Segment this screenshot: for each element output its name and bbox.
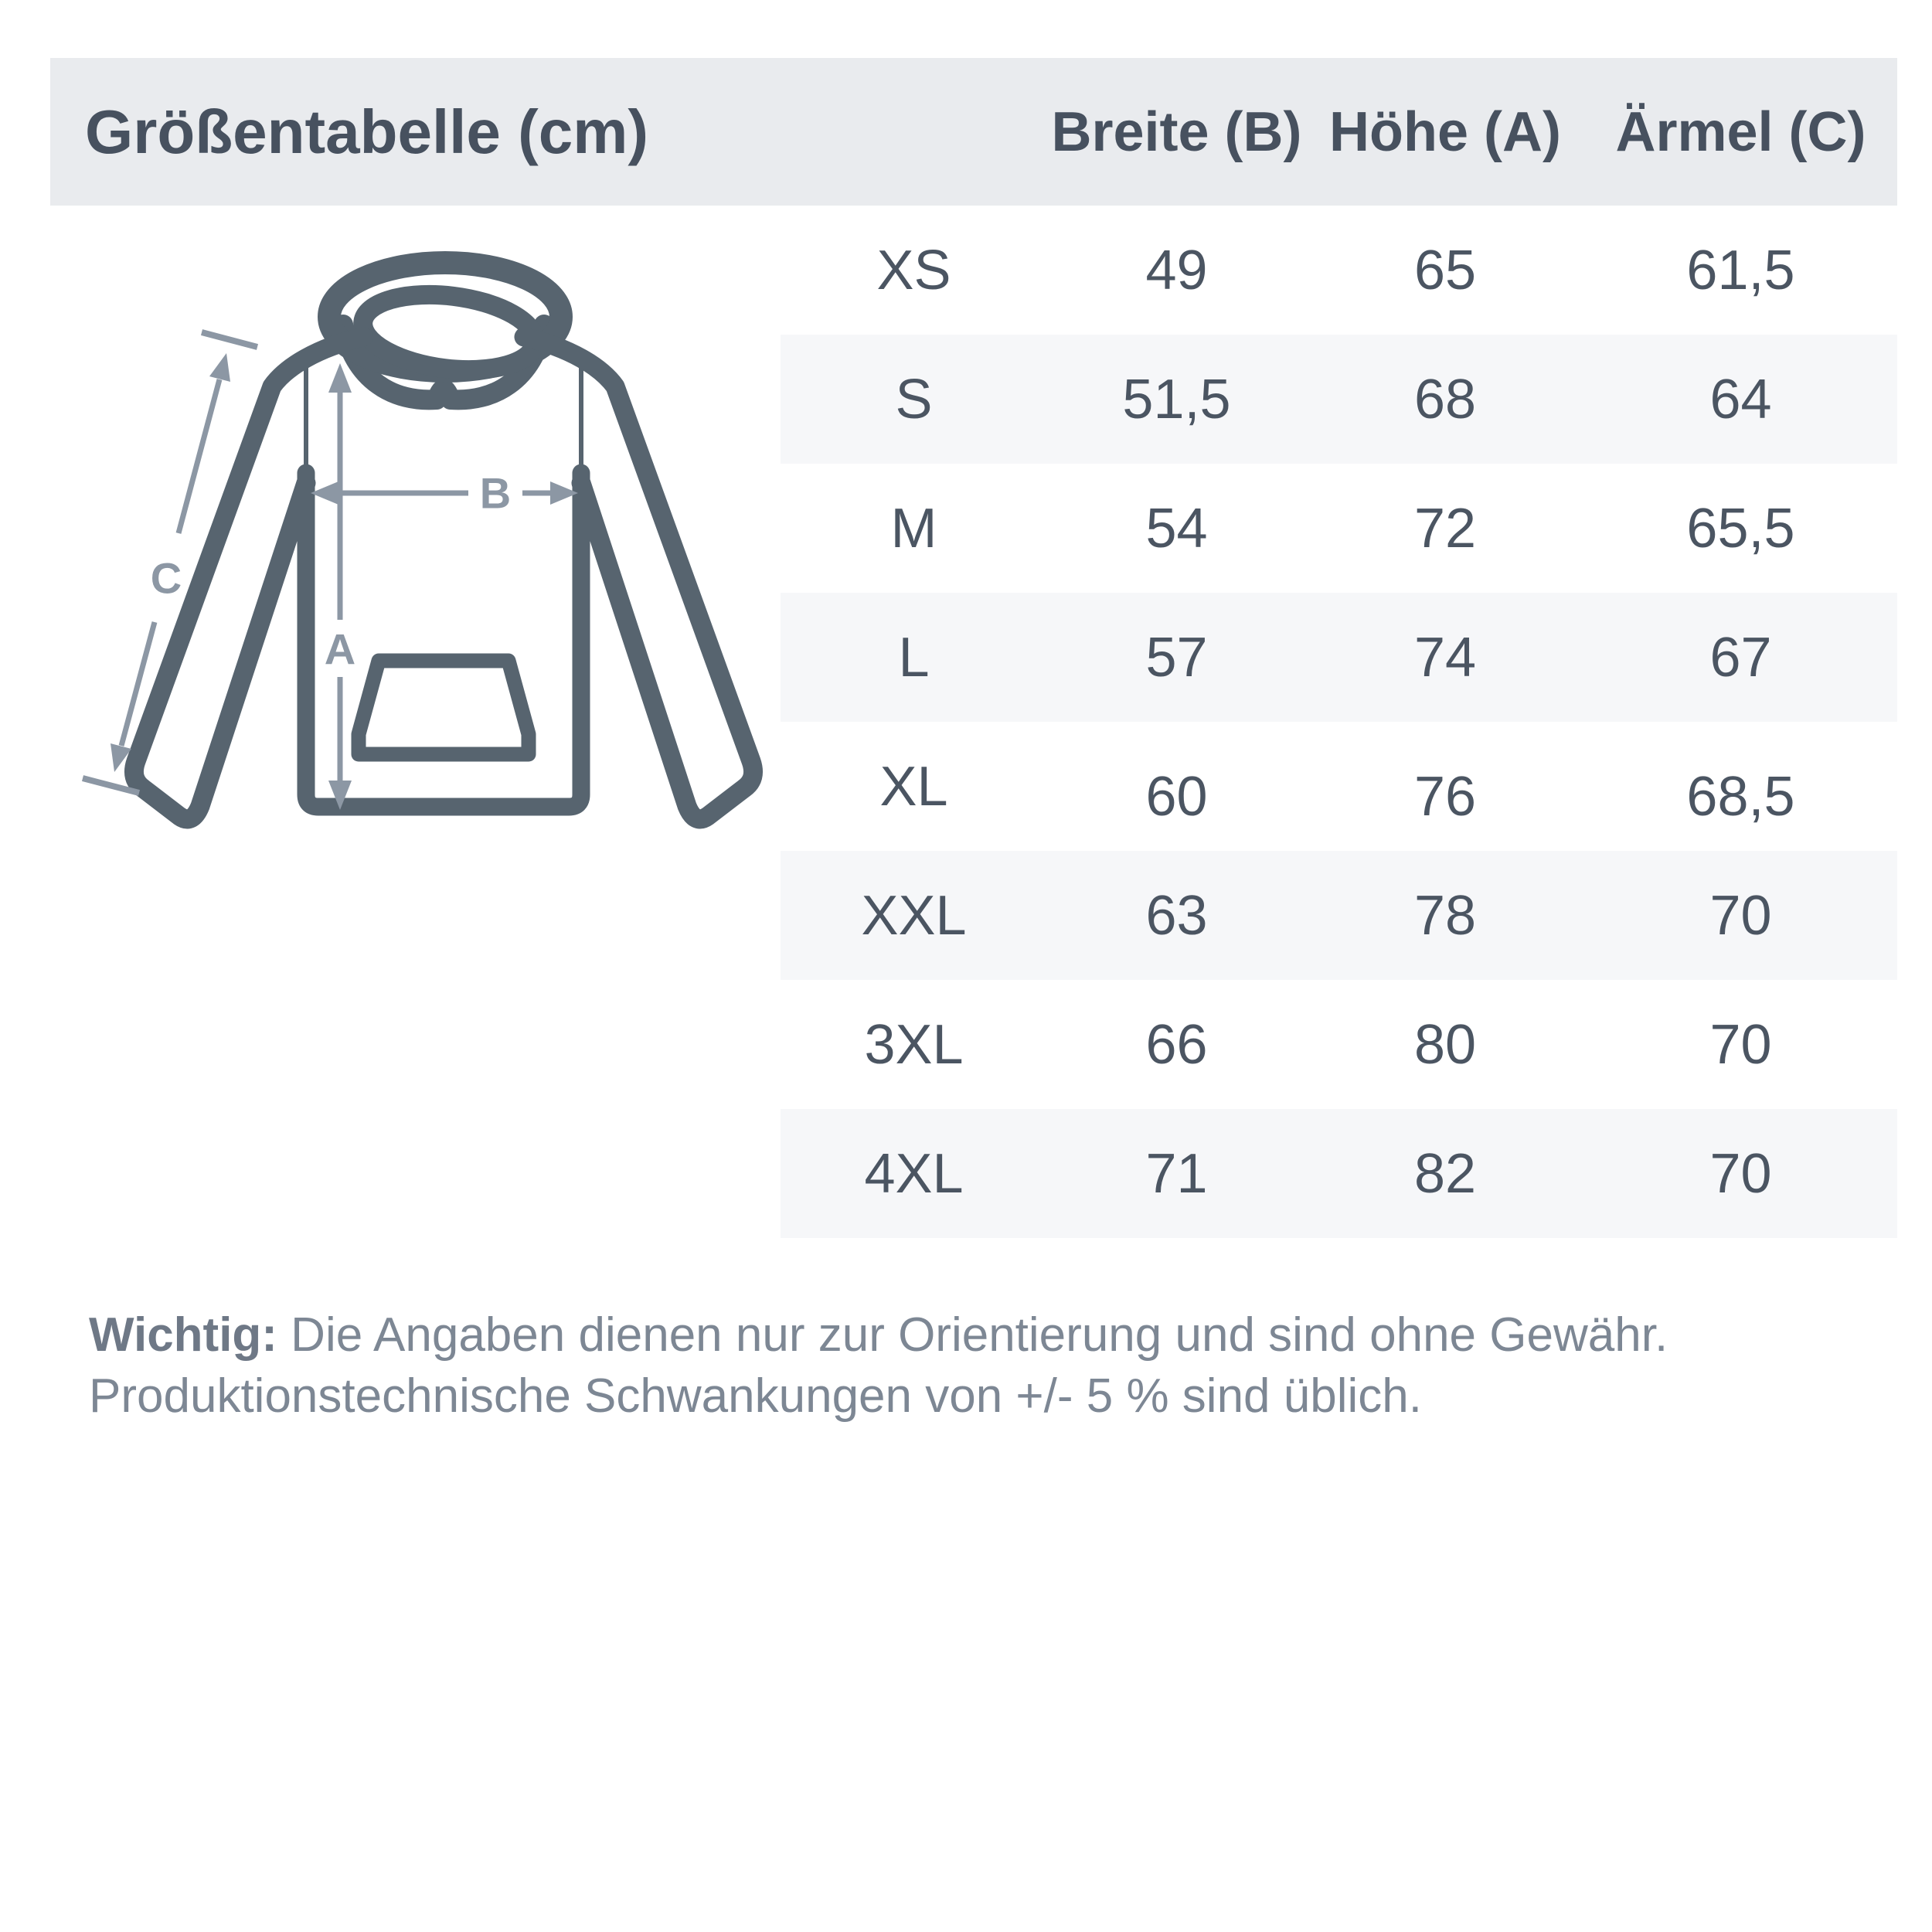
measure-label-c: C [150, 553, 182, 603]
cell-hoehe: 80 [1413, 1013, 1477, 1076]
cell-hoehe: 76 [1413, 765, 1477, 828]
cell-size: XXL [861, 884, 967, 947]
measure-label-a: A [324, 624, 356, 674]
table-row [781, 335, 1897, 464]
table-row [781, 980, 1897, 1109]
table-row [781, 206, 1897, 335]
cell-size: S [895, 368, 933, 430]
cell-aermel: 68,5 [1686, 765, 1795, 828]
cell-size: XS [876, 239, 951, 301]
cell-aermel: 70 [1709, 1013, 1772, 1076]
table-header [50, 58, 1897, 206]
disclaimer-line-1 [89, 1304, 1882, 1366]
cell-size: M [890, 497, 937, 560]
cell-hoehe: 65 [1413, 239, 1477, 301]
cell-size: XL [879, 755, 948, 818]
cell-breite: 63 [1145, 884, 1208, 947]
column-header-hoehe: Höhe (A) [1329, 100, 1561, 163]
cell-hoehe: 74 [1413, 626, 1477, 689]
cell-breite: 54 [1145, 497, 1208, 560]
table-row [781, 851, 1897, 980]
disclaimer-note [89, 1304, 1882, 1427]
column-header-spacer [781, 58, 1047, 206]
disclaimer-text-1: Die Angaben dienen nur zur Orientierung und sind ohne Gewähr. [277, 1308, 1668, 1362]
table-row [781, 464, 1897, 593]
measure-label-b: B [479, 468, 512, 518]
arrowhead-c-up [209, 353, 230, 382]
cell-aermel: 61,5 [1686, 239, 1795, 301]
page-title: Größentabelle (cm) [85, 97, 649, 166]
cell-breite: 71 [1145, 1142, 1208, 1205]
cell-breite: 60 [1145, 765, 1208, 828]
disclaimer-bold-label: Wichtig: [89, 1308, 277, 1362]
size-table-body [781, 206, 1897, 1238]
table-row [781, 722, 1897, 851]
cell-aermel: 70 [1709, 884, 1772, 947]
table-row [781, 593, 1897, 722]
cell-hoehe: 68 [1413, 368, 1477, 430]
cell-breite: 66 [1145, 1013, 1208, 1076]
cell-hoehe: 82 [1413, 1142, 1477, 1205]
cell-size: 3XL [864, 1013, 964, 1076]
cell-aermel: 64 [1709, 368, 1772, 430]
kangaroo-pocket [359, 661, 529, 754]
hoodie-measurement-diagram [62, 224, 804, 889]
cell-hoehe: 78 [1413, 884, 1477, 947]
disclaimer-line-2: Produktionstechnische Schwankungen von +/- 5 % sind üblich. [89, 1369, 1422, 1423]
cell-aermel: 65,5 [1686, 497, 1795, 560]
table-row [781, 1109, 1897, 1238]
column-header-breite: Breite (B) [1051, 100, 1302, 163]
column-header-aermel: Ärmel (C) [1615, 100, 1866, 163]
cell-hoehe: 72 [1413, 497, 1477, 560]
column-headers [781, 58, 1897, 206]
cell-size: L [898, 626, 930, 689]
cell-aermel: 70 [1709, 1142, 1772, 1205]
cell-breite: 57 [1145, 626, 1208, 689]
cell-breite: 49 [1145, 239, 1208, 301]
cell-aermel: 67 [1709, 626, 1772, 689]
cell-size: 4XL [864, 1142, 964, 1205]
cell-breite: 51,5 [1122, 368, 1231, 430]
